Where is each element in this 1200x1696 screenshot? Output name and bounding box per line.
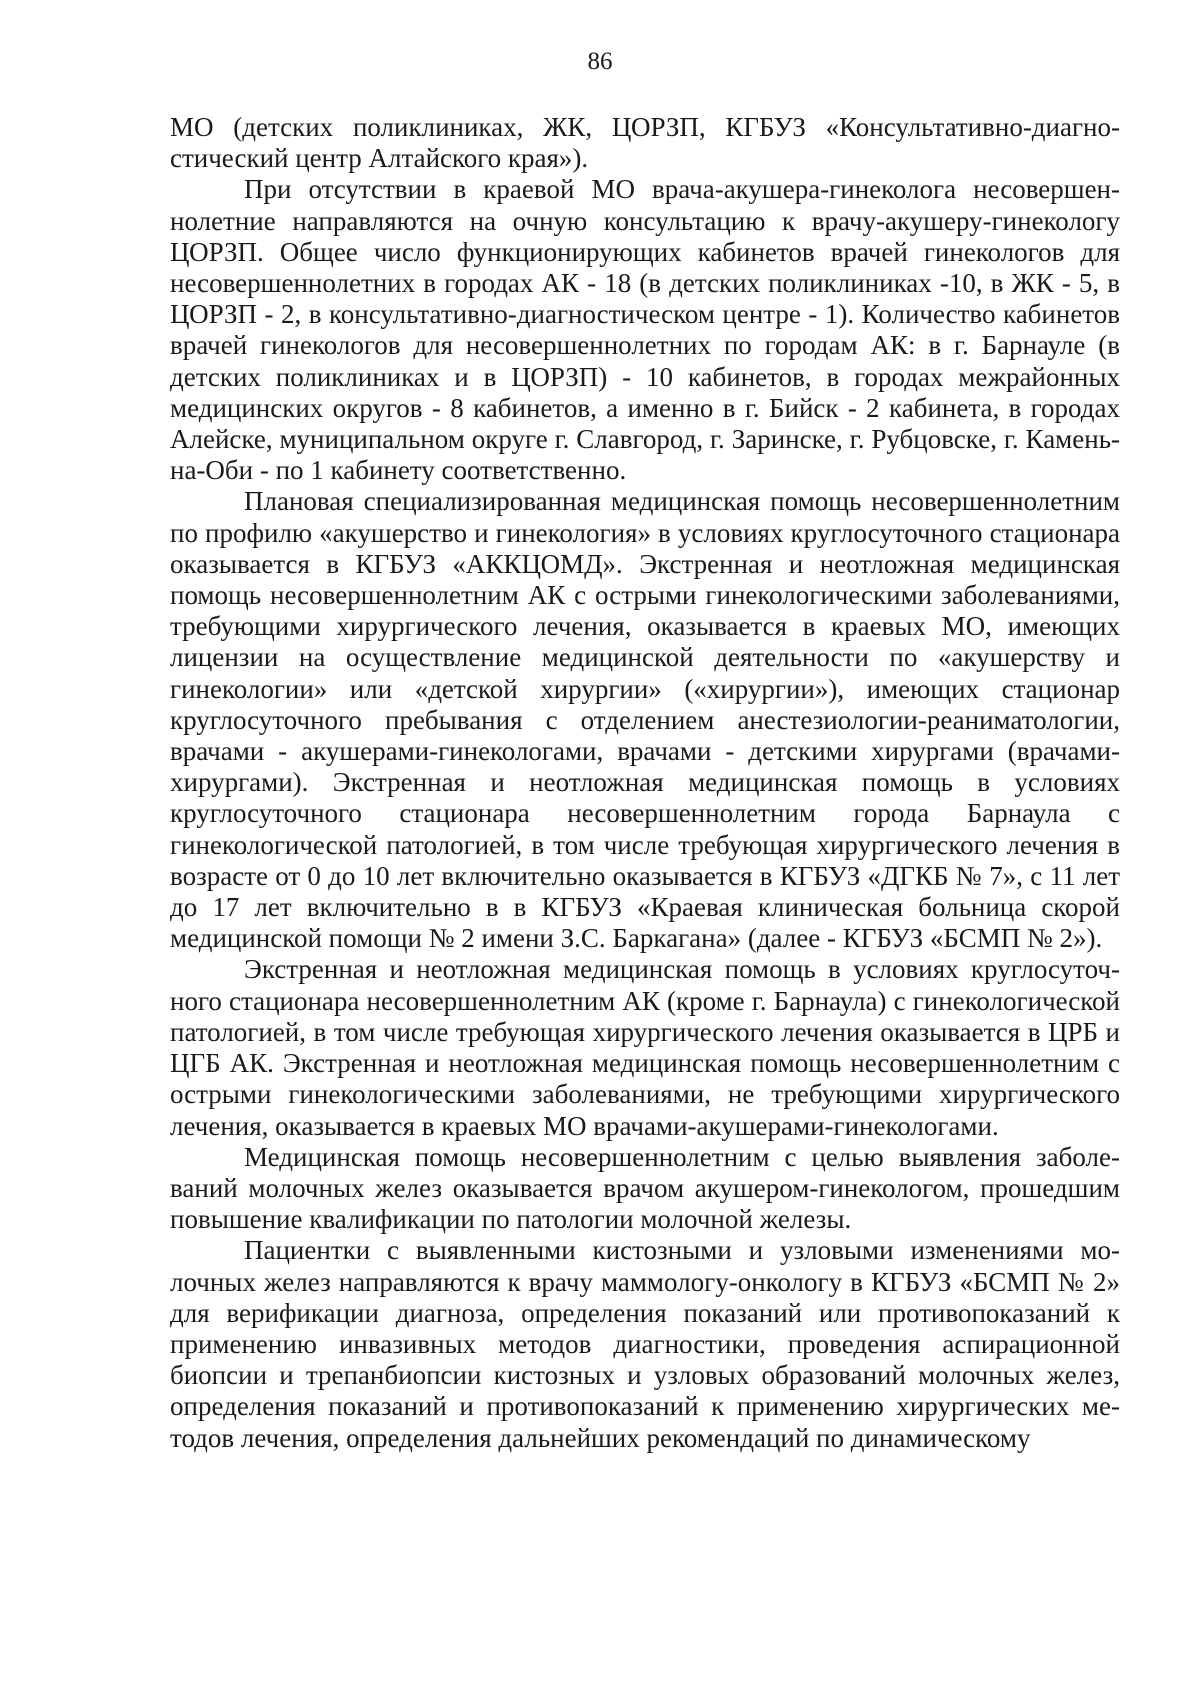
paragraph-2: При отсутствии в краевой МО врача-акушера-гинеколога несовершеннолетние направляются на очную консультацию к врачу-акушеру-гинекологу ЦОРЗП. Общее число функционирующих кабинетов врачей гинекологов для несовершеннолетних в городах АК - 18 (в детских поликлиниках -10, в ЖК - 5, в ЦОРЗП - 2, в консультативно-диагностическом центре - 1). Количество кабинетов врачей гинекологов для несовершеннолетних по городам АК: в г. Барнауле (в детских поликлиниках и в ЦОРЗП) - 10 кабинетов, в городах межрайонных медицинских округов - 8 кабинетов, а именно в г. Бийск - 2 кабинета, в городах Алейске, муниципальном округе г. Славгород, г. Заринске, г. Рубцовске, г. Камень-на-Оби - по 1 кабинету соответственно. <box>170 174 1120 486</box>
page-number: 86 <box>587 48 613 75</box>
paragraph-3: Плановая специализированная медицинская помощь несовершеннолетним по профилю «акушерство и гинекология» в условиях круглосуточного стационара оказывается в КГБУЗ «АККЦОМД». Экстренная и неотложная медицинская помощь несовершеннолетним АК с острыми гинекологическими заболеваниями, требующими хирургического лечения, оказывается в краевых МО, имеющих лицензии на осуществление медицинской деятельности по «акушерству и гинекологии» или «детской хирургии» («хирургии»), имеющих стационар круглосуточного пребывания с отделением анестезиологии-реаниматологии, врачами - акушерами-гинекологами, врачами - детскими хирургами (врачами-хирургами). Экстренная и неотложная медицинская помощь в условиях круглосуточного стационара несовершеннолетним города Барнаула с гинекологической патологией, в том числе требующая хирургического лечения в возрасте от 0 до 10 лет включительно оказывается в КГБУЗ «ДГКБ № 7», с 11 лет до 17 лет включительно в в КГБУЗ «Краевая клиническая больница скорой медицинской помощи № 2 имени З.С. Баркагана» (далее - КГБУЗ «БСМП № 2»). <box>170 486 1120 954</box>
paragraph-4: Экстренная и неотложная медицинская помощь в условиях круглосуточного стационара несовершеннолетним АК (кроме г. Барнаула) с гинекологической патологией, в том числе требующая хирургического лечения оказывается в ЦРБ и ЦГБ АК. Экстренная и неотложная медицинская помощь несовершеннолетним с острыми гинекологическими заболеваниями, не требующими хирургического лечения, оказывается в краевых МО врачами-акушерами-гинекологами. <box>170 954 1120 1141</box>
body-text <box>170 112 1120 1454</box>
paragraph-5: Медицинская помощь несовершеннолетним с целью выявления заболеваний молочных желез оказывается врачом акушером-гинекологом, прошедшим повышение квалификации по патологии молочной железы. <box>170 1141 1120 1235</box>
paragraph-1: МО (детских поликлиниках, ЖК, ЦОРЗП, КГБУЗ «Консультативно-диагностический центр Алтайского края»). <box>170 112 1120 174</box>
paragraph-6: Пациентки с выявленными кистозными и узловыми изменениями молочных желез направляются к врачу маммологу-онкологу в КГБУЗ «БСМП № 2» для верификации диагноза, определения показаний или противопоказаний к применению инвазивных методов диагностики, проведения аспирационной биопсии и трепанбиопсии кистозных и узловых образований молочных желез, определения показаний и противопоказаний к применению хирургических методов лечения, определения дальнейших рекомендаций по динамическому <box>170 1235 1120 1453</box>
